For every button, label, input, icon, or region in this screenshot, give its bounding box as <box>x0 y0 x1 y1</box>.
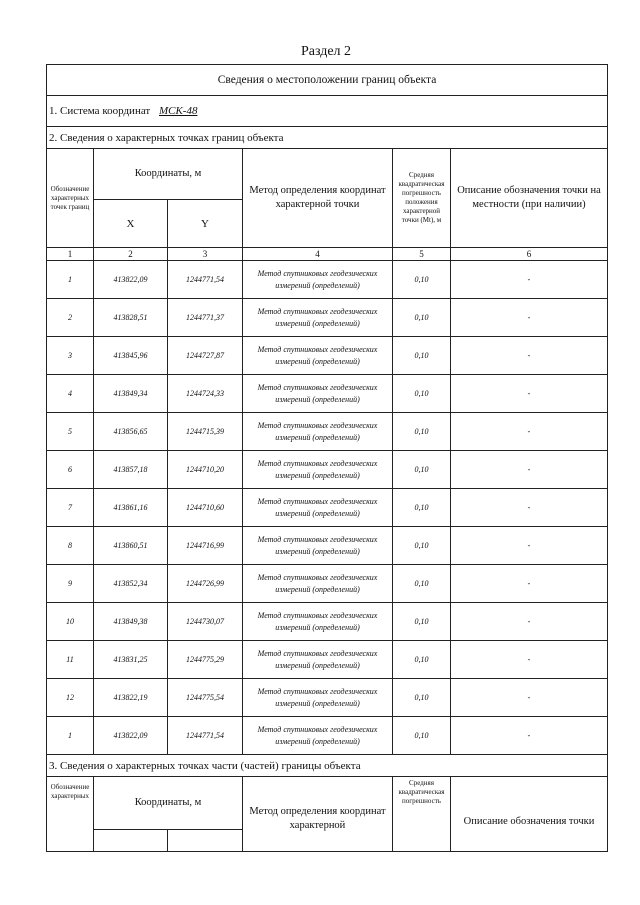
method-cell: Метод спутниковых геодезических измерений (определений) <box>243 679 393 717</box>
table-row <box>47 261 608 299</box>
y-coordinate: 1244710,60 <box>168 489 243 527</box>
x-header: X <box>94 200 168 248</box>
table-row <box>47 717 608 755</box>
section2-title-row <box>47 127 608 149</box>
desc-header: Описание обозначения точки на местности (при наличии) <box>451 149 608 248</box>
table-row <box>47 527 608 565</box>
table-row <box>47 299 608 337</box>
col-number: 4 <box>243 248 393 261</box>
method-cell: Метод спутниковых геодезических измерений (определений) <box>243 565 393 603</box>
point-number: 10 <box>47 603 94 641</box>
error-value: 0,10 <box>393 337 451 375</box>
table-row <box>47 413 608 451</box>
y-coordinate: 1244775,29 <box>168 641 243 679</box>
method-cell: Метод спутниковых геодезических измерений (определений) <box>243 337 393 375</box>
description-cell: - <box>451 717 608 755</box>
description-cell: - <box>451 375 608 413</box>
point-number: 1 <box>47 261 94 299</box>
coords-header: Координаты, м <box>94 149 243 200</box>
y-header <box>168 829 243 852</box>
col-number: 2 <box>94 248 168 261</box>
x-coordinate: 413822,09 <box>94 261 168 299</box>
x-coordinate: 413860,51 <box>94 527 168 565</box>
method-cell: Метод спутниковых геодезических измерений (определений) <box>243 451 393 489</box>
method-cell: Метод спутниковых геодезических измерений (определений) <box>243 717 393 755</box>
point-number: 3 <box>47 337 94 375</box>
x-coordinate: 413831,25 <box>94 641 168 679</box>
y-coordinate: 1244726,99 <box>168 565 243 603</box>
description-cell: - <box>451 413 608 451</box>
table-row <box>47 489 608 527</box>
coord-system-row <box>47 96 608 127</box>
y-coordinate: 1244715,39 <box>168 413 243 451</box>
boundary-table <box>46 64 608 852</box>
method-cell: Метод спутниковых геодезических измерений (определений) <box>243 489 393 527</box>
description-cell: - <box>451 565 608 603</box>
col-number: 5 <box>393 248 451 261</box>
column-number-row <box>47 248 608 261</box>
table-row <box>47 565 608 603</box>
col-number: 6 <box>451 248 608 261</box>
error-value: 0,10 <box>393 641 451 679</box>
point-number: 2 <box>47 299 94 337</box>
description-cell: - <box>451 299 608 337</box>
section3-header-row <box>47 777 608 830</box>
method-header: Метод определения координат характерной точки <box>243 149 393 248</box>
y-coordinate: 1244771,54 <box>168 261 243 299</box>
x-coordinate: 413849,34 <box>94 375 168 413</box>
error-value: 0,10 <box>393 451 451 489</box>
section2-title: 2. Сведения о характерных точках границ объекта <box>47 127 608 149</box>
error-header: Средняя квадратическая погрешность <box>393 777 451 852</box>
y-coordinate: 1244724,33 <box>168 375 243 413</box>
method-cell: Метод спутниковых геодезических измерений (определений) <box>243 299 393 337</box>
method-cell: Метод спутниковых геодезических измерений (определений) <box>243 603 393 641</box>
x-header <box>94 829 168 852</box>
error-value: 0,10 <box>393 565 451 603</box>
point-number: 7 <box>47 489 94 527</box>
error-value: 0,10 <box>393 527 451 565</box>
page-title: Раздел 2 <box>300 44 352 59</box>
description-cell: - <box>451 261 608 299</box>
coord-system-value: МСК-48 <box>158 105 198 117</box>
error-value: 0,10 <box>393 489 451 527</box>
method-cell: Метод спутниковых геодезических измерений (определений) <box>243 527 393 565</box>
header-row <box>47 149 608 200</box>
y-coordinate: 1244775,54 <box>168 679 243 717</box>
x-coordinate: 413849,38 <box>94 603 168 641</box>
description-cell: - <box>451 337 608 375</box>
point-number: 12 <box>47 679 94 717</box>
x-coordinate: 413828,51 <box>94 299 168 337</box>
section3-title: 3. Сведения о характерных точках части (частей) границы объекта <box>47 755 608 777</box>
x-coordinate: 413822,09 <box>94 717 168 755</box>
section3-title-row <box>47 755 608 777</box>
method-cell: Метод спутниковых геодезических измерений (определений) <box>243 641 393 679</box>
table-row <box>47 451 608 489</box>
description-cell: - <box>451 451 608 489</box>
x-coordinate: 413852,34 <box>94 565 168 603</box>
error-value: 0,10 <box>393 717 451 755</box>
col-number: 3 <box>168 248 243 261</box>
error-value: 0,10 <box>393 261 451 299</box>
point-number: 4 <box>47 375 94 413</box>
point-number: 6 <box>47 451 94 489</box>
x-coordinate: 413861,16 <box>94 489 168 527</box>
x-coordinate: 413845,96 <box>94 337 168 375</box>
description-cell: - <box>451 489 608 527</box>
y-coordinate: 1244730,07 <box>168 603 243 641</box>
point-number: 11 <box>47 641 94 679</box>
section-header: Сведения о местоположении границ объекта <box>47 65 608 96</box>
description-cell: - <box>451 641 608 679</box>
point-header: Обозначение характерных точек границ <box>47 149 94 248</box>
y-coordinate: 1244716,99 <box>168 527 243 565</box>
error-header: Средняя квадратическая погрешность положения характерной точки (Mt), м <box>393 149 451 248</box>
y-coordinate: 1244727,87 <box>168 337 243 375</box>
x-coordinate: 413822,19 <box>94 679 168 717</box>
point-header: Обозначение характерных <box>47 777 94 852</box>
point-number: 8 <box>47 527 94 565</box>
table-row <box>47 375 608 413</box>
error-value: 0,10 <box>393 413 451 451</box>
table-row <box>47 641 608 679</box>
error-value: 0,10 <box>393 679 451 717</box>
table-row <box>47 337 608 375</box>
description-cell: - <box>451 527 608 565</box>
y-coordinate: 1244771,37 <box>168 299 243 337</box>
table-row <box>47 679 608 717</box>
method-cell: Метод спутниковых геодезических измерений (определений) <box>243 261 393 299</box>
error-value: 0,10 <box>393 375 451 413</box>
description-cell: - <box>451 603 608 641</box>
coord-system-label: 1. Система координат <box>49 105 151 117</box>
x-coordinate: 413856,65 <box>94 413 168 451</box>
section-header-row <box>47 65 608 96</box>
y-coordinate: 1244710,20 <box>168 451 243 489</box>
method-cell: Метод спутниковых геодезических измерений (определений) <box>243 375 393 413</box>
method-cell: Метод спутниковых геодезических измерений (определений) <box>243 413 393 451</box>
point-number: 5 <box>47 413 94 451</box>
error-value: 0,10 <box>393 299 451 337</box>
point-number: 9 <box>47 565 94 603</box>
desc-header: Описание обозначения точки <box>451 777 608 852</box>
table-row <box>47 603 608 641</box>
method-header: Метод определения координат характерной <box>243 777 393 852</box>
y-coordinate: 1244771,54 <box>168 717 243 755</box>
coords-header: Координаты, м <box>94 777 243 830</box>
y-header: Y <box>168 200 243 248</box>
error-value: 0,10 <box>393 603 451 641</box>
x-coordinate: 413857,18 <box>94 451 168 489</box>
col-number: 1 <box>47 248 94 261</box>
description-cell: - <box>451 679 608 717</box>
point-number: 1 <box>47 717 94 755</box>
